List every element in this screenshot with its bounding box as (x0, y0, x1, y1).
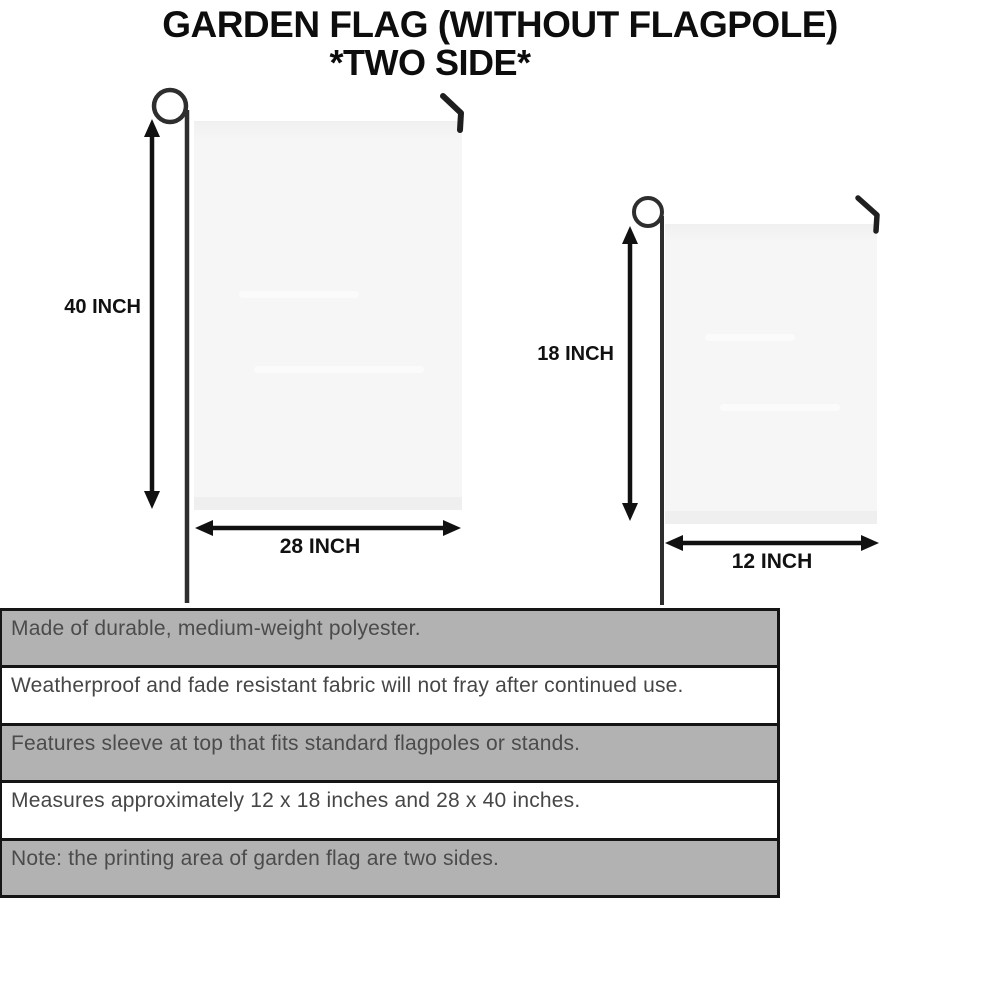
feature-list (0, 608, 780, 898)
small-flag-width-label: 12 INCH (731, 550, 813, 573)
pole-loop-icon (634, 198, 662, 226)
small-flag-sleeve (665, 224, 877, 242)
large-flag-sleeve (194, 121, 462, 139)
feature-row-sleeve: Features sleeve at top that fits standard flagpoles or stands. (2, 726, 777, 783)
large-width-arrow-icon (195, 520, 461, 536)
large-flag-width-label: 28 INCH (279, 535, 361, 558)
pole-loop-icon (154, 90, 186, 122)
large-flag-hem (194, 497, 462, 510)
page-subtitle: *TWO SIDE* (329, 42, 531, 83)
feature-row-measures: Measures approximately 12 x 18 inches and 28 x 40 inches. (2, 783, 777, 840)
large-flag-height-label: 40 INCH (64, 296, 141, 318)
flag-fold-line (720, 404, 840, 411)
large-height-arrow-icon (144, 119, 160, 509)
small-flag-hem (665, 511, 877, 524)
small-flag-canvas (665, 224, 877, 524)
flag-fold-line (705, 334, 795, 341)
feature-row-material: Made of durable, medium-weight polyester. (2, 611, 777, 668)
small-flag-height-label: 18 INCH (537, 343, 614, 365)
large-flag-canvas (194, 121, 462, 510)
feature-row-weatherproof: Weatherproof and fade resistant fabric will not fray after continued use. (2, 668, 777, 725)
flag-fold-line (254, 366, 424, 373)
flag-fold-line (239, 291, 359, 298)
small-height-arrow-icon (622, 226, 638, 521)
feature-row-note: Note: the printing area of garden flag are two sides. (2, 841, 777, 895)
small-width-arrow-icon (665, 535, 879, 551)
page-title: GARDEN FLAG (WITHOUT FLAGPOLE) (162, 4, 838, 45)
